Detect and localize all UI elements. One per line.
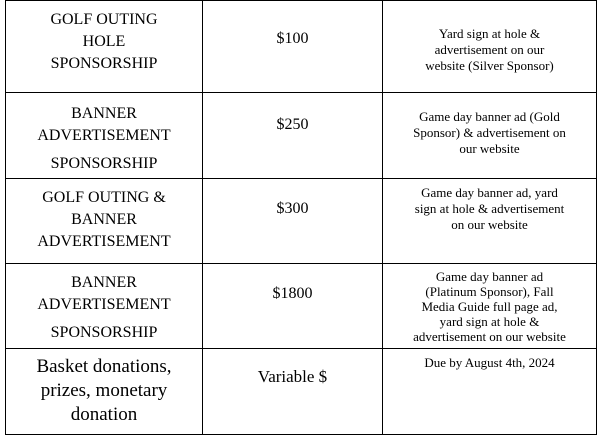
- price-value: $300: [276, 200, 309, 217]
- table-row: [6, 349, 597, 435]
- benefit-line: advertisement on our website: [413, 329, 566, 344]
- benefit-line: Sponsor) & advertisement on: [413, 125, 566, 140]
- sponsorship-name-line: SPONSORSHIP: [50, 324, 158, 341]
- benefit-cell: [383, 1, 597, 93]
- sponsorship-name-line: ADVERTISEMENT: [37, 233, 171, 250]
- price-value: Variable $: [257, 367, 328, 386]
- benefit-cell: [383, 179, 597, 264]
- benefit-line: Game day banner ad (Gold: [419, 109, 560, 124]
- sponsorship-name-line: HOLE: [82, 33, 126, 50]
- sponsorship-name-cell: [6, 349, 203, 435]
- price-value: $100: [276, 30, 309, 47]
- price-cell: [203, 179, 383, 264]
- table-row: [6, 1, 597, 93]
- sponsorship-name-line: ADVERTISEMENT: [37, 127, 171, 144]
- table-row: [6, 179, 597, 264]
- benefit-line: sign at hole & advertisement: [414, 201, 565, 216]
- benefit-line: our website: [459, 141, 520, 156]
- sponsorship-name-line: SPONSORSHIP: [50, 55, 158, 72]
- benefit-line: Yard sign at hole &: [438, 26, 541, 41]
- sponsorship-name-line: GOLF OUTING: [50, 11, 158, 28]
- sponsorship-name-line: Basket donations,: [36, 356, 172, 377]
- table-row: [6, 264, 597, 349]
- benefit-cell: [383, 349, 597, 435]
- benefit-cell: [383, 93, 597, 179]
- sponsorship-name-line: donation: [70, 404, 138, 425]
- sponsorship-name-line: prizes, monetary: [40, 380, 168, 401]
- benefit-line: Game day banner ad, yard: [421, 185, 558, 200]
- sponsorship-name-line: GOLF OUTING &: [42, 189, 166, 206]
- sponsorship-name-line: BANNER: [71, 105, 137, 122]
- sponsorship-name-cell: [6, 1, 203, 93]
- sponsorship-name-cell: [6, 93, 203, 179]
- sponsorship-name-cell: [6, 179, 203, 264]
- price-value: $250: [276, 116, 309, 133]
- sponsorship-name-line: SPONSORSHIP: [50, 155, 158, 172]
- price-cell: [203, 1, 383, 93]
- sponsorship-name-cell: [6, 264, 203, 349]
- benefit-line: Game day banner ad: [435, 269, 544, 284]
- benefit-line: Due by August 4th, 2024: [424, 355, 555, 370]
- sponsorship-table: [5, 0, 597, 435]
- benefit-line: yard sign at hole &: [439, 314, 540, 329]
- sponsorship-name-line: ADVERTISEMENT: [37, 296, 171, 313]
- benefit-line: advertisement on our: [434, 42, 545, 57]
- table-row: [6, 93, 597, 179]
- price-cell: [203, 264, 383, 349]
- sponsorship-name-line: BANNER: [71, 274, 137, 291]
- benefit-line: on our website: [451, 217, 528, 232]
- price-cell: [203, 93, 383, 179]
- benefit-line: website (Silver Sponsor): [425, 58, 554, 73]
- price-value: $1800: [272, 285, 313, 302]
- benefit-line: Media Guide full page ad,: [421, 299, 558, 314]
- benefit-cell: [383, 264, 597, 349]
- benefit-line: (Platinum Sponsor), Fall: [425, 284, 554, 299]
- price-cell: [203, 349, 383, 435]
- sponsorship-name-line: BANNER: [71, 211, 137, 228]
